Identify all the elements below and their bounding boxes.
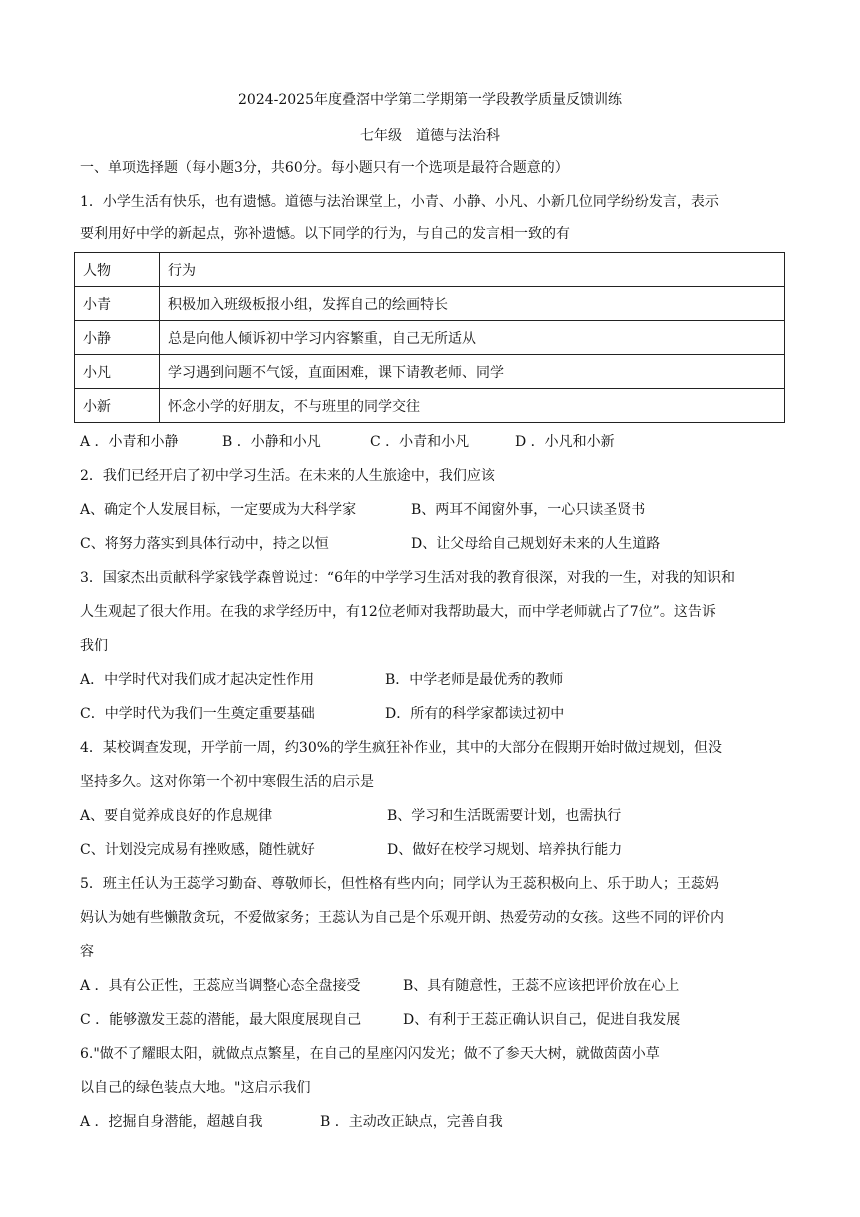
q1-option-a: A ．小青和小静: [80, 434, 179, 450]
q2-option-b: B、两耳不闻窗外事，一心只读圣贤书: [411, 502, 646, 518]
q5-option-c: C ．能够激发王蕊的潜能，最大限度展现自己: [80, 1012, 362, 1028]
q4-option-a: A、要自觉养成良好的作息规律: [80, 808, 273, 824]
table-cell-behavior: 积极加入班级板报小组，发挥自己的绘画特长: [160, 287, 785, 321]
q6-option-b: B ．主动改正缺点，完善自我: [320, 1114, 503, 1130]
q3-option-d: D．所有的科学家都读过初中: [385, 706, 565, 722]
q3-stem-line1: 3．国家杰出贡献科学家钱学森曾说过：“6年的中学学习生活对我的教育很深，对我的一生，对我的知识和: [80, 570, 735, 586]
table-header-cell: 行为: [160, 253, 785, 287]
q3-stem-line2: 人生观起了很大作用。在我的求学经历中，有12位老师对我帮助最大，而中学老师就占了7位”。这告诉: [80, 604, 716, 620]
q3-stem-line3: 我们: [80, 638, 108, 654]
q5-option-d: D、有利于王蕊正确认识自己，促进自我发展: [403, 1012, 681, 1028]
table-header-cell: 人物: [75, 253, 160, 287]
section-heading: 一、单项选择题（每小题3分，共60分。每小题只有一个选项是最符合题意的）: [80, 160, 569, 176]
table-cell-person: 小青: [75, 287, 160, 321]
q6-stem-line1: 6."做不了耀眼太阳，就做点点繁星，在自己的星座闪闪发光；做不了参天大树，就做茵茵小草: [80, 1046, 660, 1062]
table-cell-person: 小新: [75, 389, 160, 423]
exam-subtitle: 七年级 道德与法治科: [360, 128, 500, 144]
q4-stem-line1: 4．某校调查发现，开学前一周，约30%的学生疯狂补作业，其中的大部分在假期开始时做过规划，但没: [80, 740, 723, 756]
table-row: [75, 389, 785, 423]
table-cell-person: 小静: [75, 321, 160, 355]
q4-stem-line2: 坚持多久。这对你第一个初中寒假生活的启示是: [80, 774, 374, 790]
q5-option-a: A ．具有公正性，王蕊应当调整心态全盘接受: [80, 978, 361, 994]
q2-option-a: A、确定个人发展目标，一定要成为大科学家: [80, 502, 357, 518]
table-cell-behavior: 怀念小学的好朋友，不与班里的同学交往: [160, 389, 785, 423]
q6-stem-line2: 以自己的绿色装点大地。"这启示我们: [80, 1080, 311, 1096]
q1-option-b: B ．小静和小凡: [222, 434, 321, 450]
q1-stem-line2: 要利用好中学的新起点，弥补遗憾。以下同学的行为，与自己的发言相一致的有: [80, 226, 570, 242]
table-row: [75, 355, 785, 389]
q6-option-a: A ．挖掘自身潜能，超越自我: [80, 1114, 263, 1130]
table-cell-behavior: 总是向他人倾诉初中学习内容繁重，自己无所适从: [160, 321, 785, 355]
q5-stem-line2: 妈认为她有些懒散贪玩，不爱做家务；王蕊认为自己是个乐观开朗、热爱劳动的女孩。这些不同的评价内: [80, 910, 724, 926]
q2-option-c: C、将努力落实到具体行动中，持之以恒: [80, 536, 329, 552]
q1-option-c: C ．小青和小凡: [370, 434, 470, 450]
q3-option-b: B．中学老师是最优秀的教师: [385, 672, 564, 688]
q1-table: [74, 252, 785, 423]
q3-option-c: C．中学时代为我们一生奠定重要基础: [80, 706, 315, 722]
q5-option-b: B、具有随意性，王蕊不应该把评价放在心上: [403, 978, 680, 994]
table-row: [75, 287, 785, 321]
q5-stem-line1: 5．班主任认为王蕊学习勤奋、尊敬师长，但性格有些内向；同学认为王蕊积极向上、乐于助人；王蕊妈: [80, 876, 719, 892]
q4-option-c: C、计划没完成易有挫败感，随性就好: [80, 842, 315, 858]
q4-option-b: B、学习和生活既需要计划，也需执行: [387, 808, 622, 824]
q1-option-d: D ．小凡和小新: [515, 434, 615, 450]
q2-stem: 2．我们已经开启了初中学习生活。在未来的人生旅途中，我们应该: [80, 468, 495, 484]
table-header-row: [75, 253, 785, 287]
q3-option-a: A．中学时代对我们成才起决定性作用: [80, 672, 315, 688]
table-cell-person: 小凡: [75, 355, 160, 389]
q2-option-d: D、让父母给自己规划好未来的人生道路: [411, 536, 661, 552]
q5-stem-line3: 容: [80, 944, 94, 960]
table-cell-behavior: 学习遇到问题不气馁，直面困难，课下请教老师、同学: [160, 355, 785, 389]
q1-stem-line1: 1．小学生活有快乐，也有遗憾。道德与法治课堂上，小青、小静、小凡、小新几位同学纷纷发言，表示: [80, 194, 719, 210]
table-row: [75, 321, 785, 355]
q4-option-d: D、做好在校学习规划、培养执行能力: [387, 842, 623, 858]
exam-title: 2024-2025年度叠滘中学第二学期第一学段教学质量反馈训练: [238, 92, 622, 108]
